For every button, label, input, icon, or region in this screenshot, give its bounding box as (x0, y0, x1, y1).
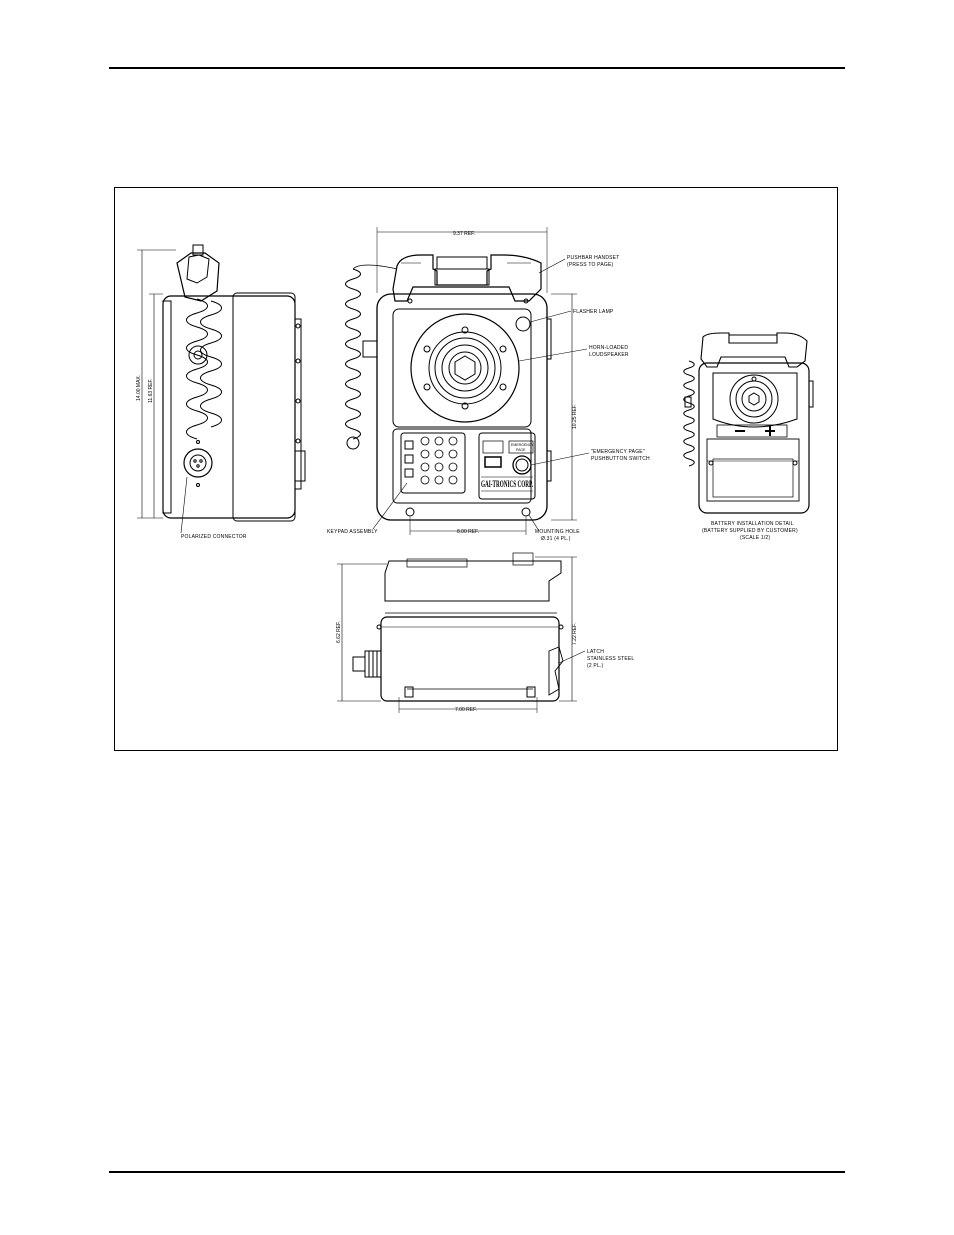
side-view (136, 245, 305, 540)
dim-width-front: 9.37 REF. (453, 231, 475, 237)
label-flasher-lamp: FLASHER LAMP (573, 309, 614, 315)
label-horn-loudspeaker-1: HORN-LOADED (589, 345, 629, 351)
label-mounting-hole-2: Ø.31 (4 PL.) (541, 536, 571, 542)
battery-detail-view (684, 333, 813, 541)
front-view (327, 227, 650, 542)
dim-bottom-right-height: 7.22 REF. (572, 623, 578, 645)
bottom-view (336, 553, 634, 713)
label-polarized-connector: POLARIZED CONNECTOR (181, 534, 247, 540)
label-horn-loudspeaker-2: LOUDSPEAKER (589, 352, 629, 358)
label-battery-detail-2: (BATTERY SUPPLIED BY CUSTOMER) (702, 528, 798, 534)
dim-bottom-height: 6.62 REF. (336, 621, 342, 643)
dim-bottom-width: 7.00 REF. (455, 707, 477, 713)
label-pushbar-handset-1: PUSHBAR HANDSET (567, 255, 620, 261)
emergency-text-1: EMERGENCY (511, 443, 534, 447)
label-keypad-assembly: KEYPAD ASSEMBLY (327, 529, 378, 535)
label-latch-3: (2 PL.) (587, 663, 604, 669)
label-emergency-switch-2: PUSHBUTTON SWITCH (591, 456, 650, 462)
panel-brand: GAI-TRONICS CORP. (481, 479, 533, 489)
label-battery-detail-3: (SCALE 1/2) (740, 535, 771, 541)
dim-height-front: 10.25 REF. (572, 404, 578, 429)
dim-height-max: 14.00 MAX. (136, 374, 142, 401)
label-mounting-hole-1: MOUNTING HOLE (535, 529, 580, 535)
emergency-text-2: PAGE (516, 448, 526, 452)
dim-height-body: 11.63 REF. (148, 378, 154, 403)
label-emergency-switch-1: "EMERGENCY PAGE" (591, 449, 645, 455)
technical-drawing (115, 188, 839, 752)
label-pushbar-handset-2: (PRESS TO PAGE) (567, 262, 614, 268)
figure-frame (114, 187, 838, 751)
label-battery-detail-1: BATTERY INSTALLATION DETAIL (711, 521, 794, 527)
label-latch-1: LATCH (587, 649, 605, 655)
top-rule (109, 67, 845, 69)
bottom-rule (109, 1171, 845, 1173)
dim-hole-spacing: 8.00 REF. (457, 529, 479, 535)
label-latch-2: STAINLESS STEEL (587, 656, 635, 662)
